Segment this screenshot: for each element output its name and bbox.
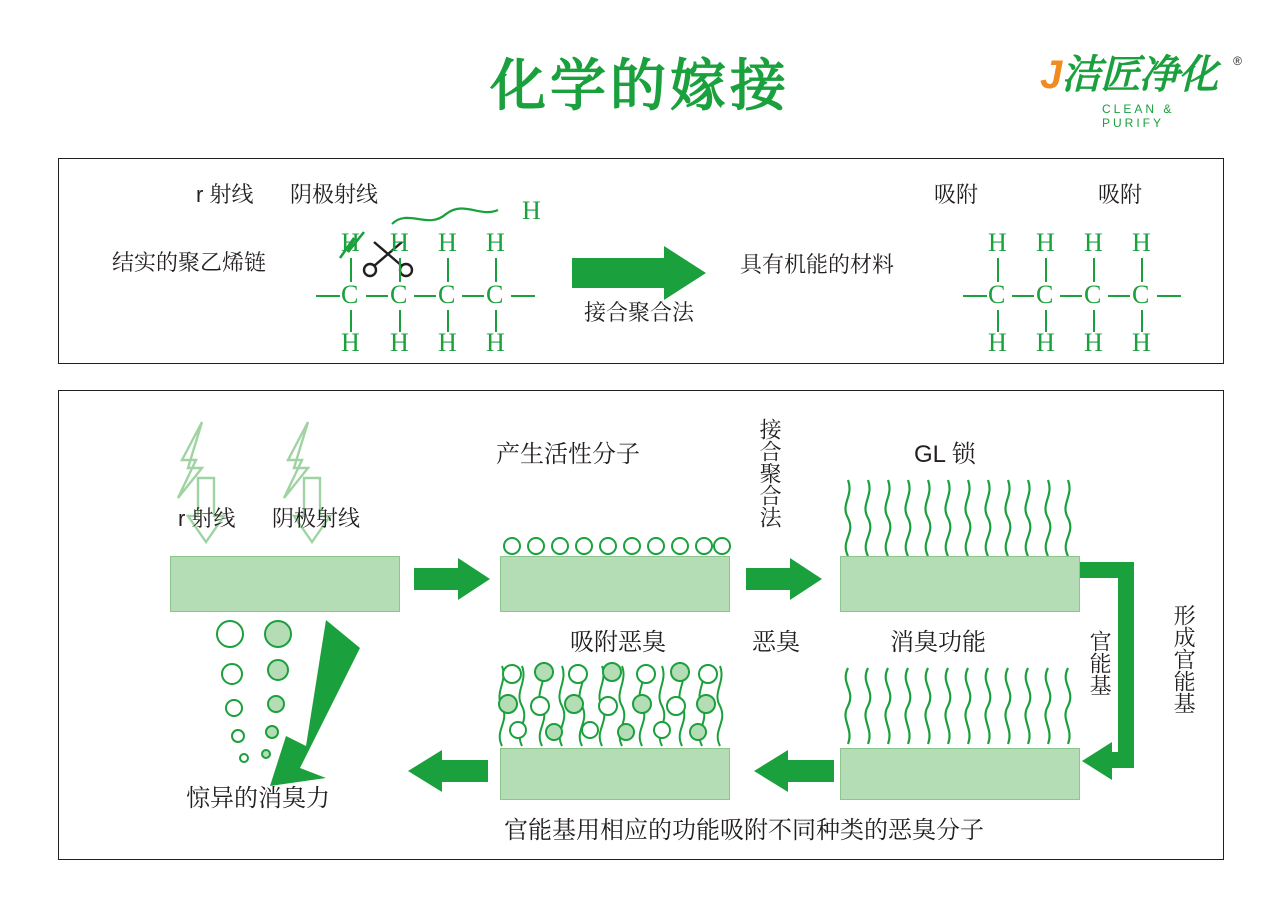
top-label-gamma: r 射线 <box>196 182 254 207</box>
logo-wordmark <box>1040 52 1220 98</box>
radiation-arrows-group <box>176 420 386 560</box>
logo-accent-stroke: J <box>1040 53 1062 97</box>
logo-text: 洁匠净化 <box>1061 53 1218 97</box>
main-label-active: 产生活性分子 <box>496 441 640 468</box>
substrate-block-1 <box>170 556 400 612</box>
registered-mark-icon: ® <box>1233 54 1242 68</box>
active-molecules-row <box>500 532 732 558</box>
top-atom-c-2: C <box>390 280 408 309</box>
top-bond-h-1 <box>366 295 388 297</box>
top-atom-h-u3: H <box>438 228 457 257</box>
main-label-cathode: 阴极射线 <box>272 506 361 531</box>
top-r-bond-h-0 <box>963 295 987 297</box>
top-label-adsorb-2: 吸附 <box>1098 182 1143 207</box>
top-label-cathode: 阴极射线 <box>290 182 379 207</box>
main-label-form-group: 形成官能基 <box>1171 604 1197 714</box>
top-atom-h-d3: H <box>438 328 457 357</box>
top-atom-h-u4: H <box>486 228 505 257</box>
top-label-adsorb-1: 吸附 <box>934 182 979 207</box>
top-atom-h-d4: H <box>486 328 505 357</box>
main-label-odor: 恶臭 <box>752 629 800 656</box>
top-r-bond-v-1 <box>997 258 999 282</box>
top-bond-v-3 <box>447 258 449 282</box>
top-bond-h-0 <box>316 295 340 297</box>
top-r-atom-h-u3: H <box>1084 228 1103 257</box>
top-r-atom-h-d2: H <box>1036 328 1055 357</box>
top-bond-h-2 <box>414 295 436 297</box>
top-label-result: 具有机能的材料 <box>740 252 895 277</box>
main-label-functional-group: 官能基 <box>1087 630 1113 696</box>
top-bond-h-4 <box>511 295 535 297</box>
top-r-bond-v-3 <box>1093 258 1095 282</box>
main-label-power: 惊异的消臭力 <box>186 785 330 812</box>
brand-logo <box>1040 52 1240 128</box>
top-atom-h-u2: H <box>390 228 409 257</box>
top-atom-h-d1: H <box>341 328 360 357</box>
top-atom-h-u1: H <box>341 228 360 257</box>
substrate-block-2 <box>500 556 730 612</box>
top-r-atom-h-d1: H <box>988 328 1007 357</box>
top-r-bond-v-2 <box>1045 258 1047 282</box>
top-r-bond-h-2 <box>1060 295 1082 297</box>
top-r-atom-h-u2: H <box>1036 228 1055 257</box>
odor-dispersal-group <box>208 618 378 798</box>
top-r-bond-h-4 <box>1157 295 1181 297</box>
top-r-atom-h-d3: H <box>1084 328 1103 357</box>
broken-bond-squiggle <box>392 208 498 224</box>
top-bond-v-1 <box>350 258 352 282</box>
top-r-atom-h-u1: H <box>988 228 1007 257</box>
top-bond-v-4 <box>495 258 497 282</box>
grafted-chains-top <box>840 478 1090 558</box>
top-r-bond-v-4 <box>1141 258 1143 282</box>
top-r-atom-c-2: C <box>1036 280 1054 309</box>
top-atom-c-3: C <box>438 280 456 309</box>
top-atom-c-4: C <box>486 280 504 309</box>
top-r-bond-h-3 <box>1108 295 1130 297</box>
substrate-block-5 <box>500 748 730 800</box>
top-atom-h-free: H <box>522 196 541 225</box>
top-r-atom-c-1: C <box>988 280 1006 309</box>
main-label-adsorb-odor: 吸附恶臭 <box>570 629 666 656</box>
page-title: 化学的嫁接 <box>490 54 790 117</box>
top-atom-h-d2: H <box>390 328 409 357</box>
main-label-graft: 接合聚合法 <box>757 418 783 528</box>
main-label-bottom: 官能基用相应的功能吸附不同种类的恶臭分子 <box>504 817 984 844</box>
substrate-block-4 <box>840 748 1080 800</box>
main-label-deodor: 消臭功能 <box>890 629 986 656</box>
top-r-bond-h-1 <box>1012 295 1034 297</box>
captured-odor-molecules <box>492 660 730 748</box>
top-r-atom-c-4: C <box>1132 280 1150 309</box>
substrate-block-3 <box>840 556 1080 612</box>
grafted-chains-bottom <box>840 666 1090 746</box>
top-atom-c-1: C <box>341 280 359 309</box>
main-label-gl-lock: GL 锁 <box>914 441 976 468</box>
main-label-gamma: r 射线 <box>178 506 236 531</box>
top-bond-v-2 <box>399 258 401 282</box>
top-r-atom-h-d4: H <box>1132 328 1151 357</box>
molecule-left-diagram <box>330 192 590 352</box>
top-label-chain: 结实的聚乙烯链 <box>112 250 267 275</box>
top-label-process: 接合聚合法 <box>584 300 695 325</box>
top-bond-h-3 <box>462 295 484 297</box>
logo-subtitle: CLEAN & PURIFY <box>1102 102 1175 130</box>
top-r-atom-h-u4: H <box>1132 228 1151 257</box>
top-r-atom-c-3: C <box>1084 280 1102 309</box>
